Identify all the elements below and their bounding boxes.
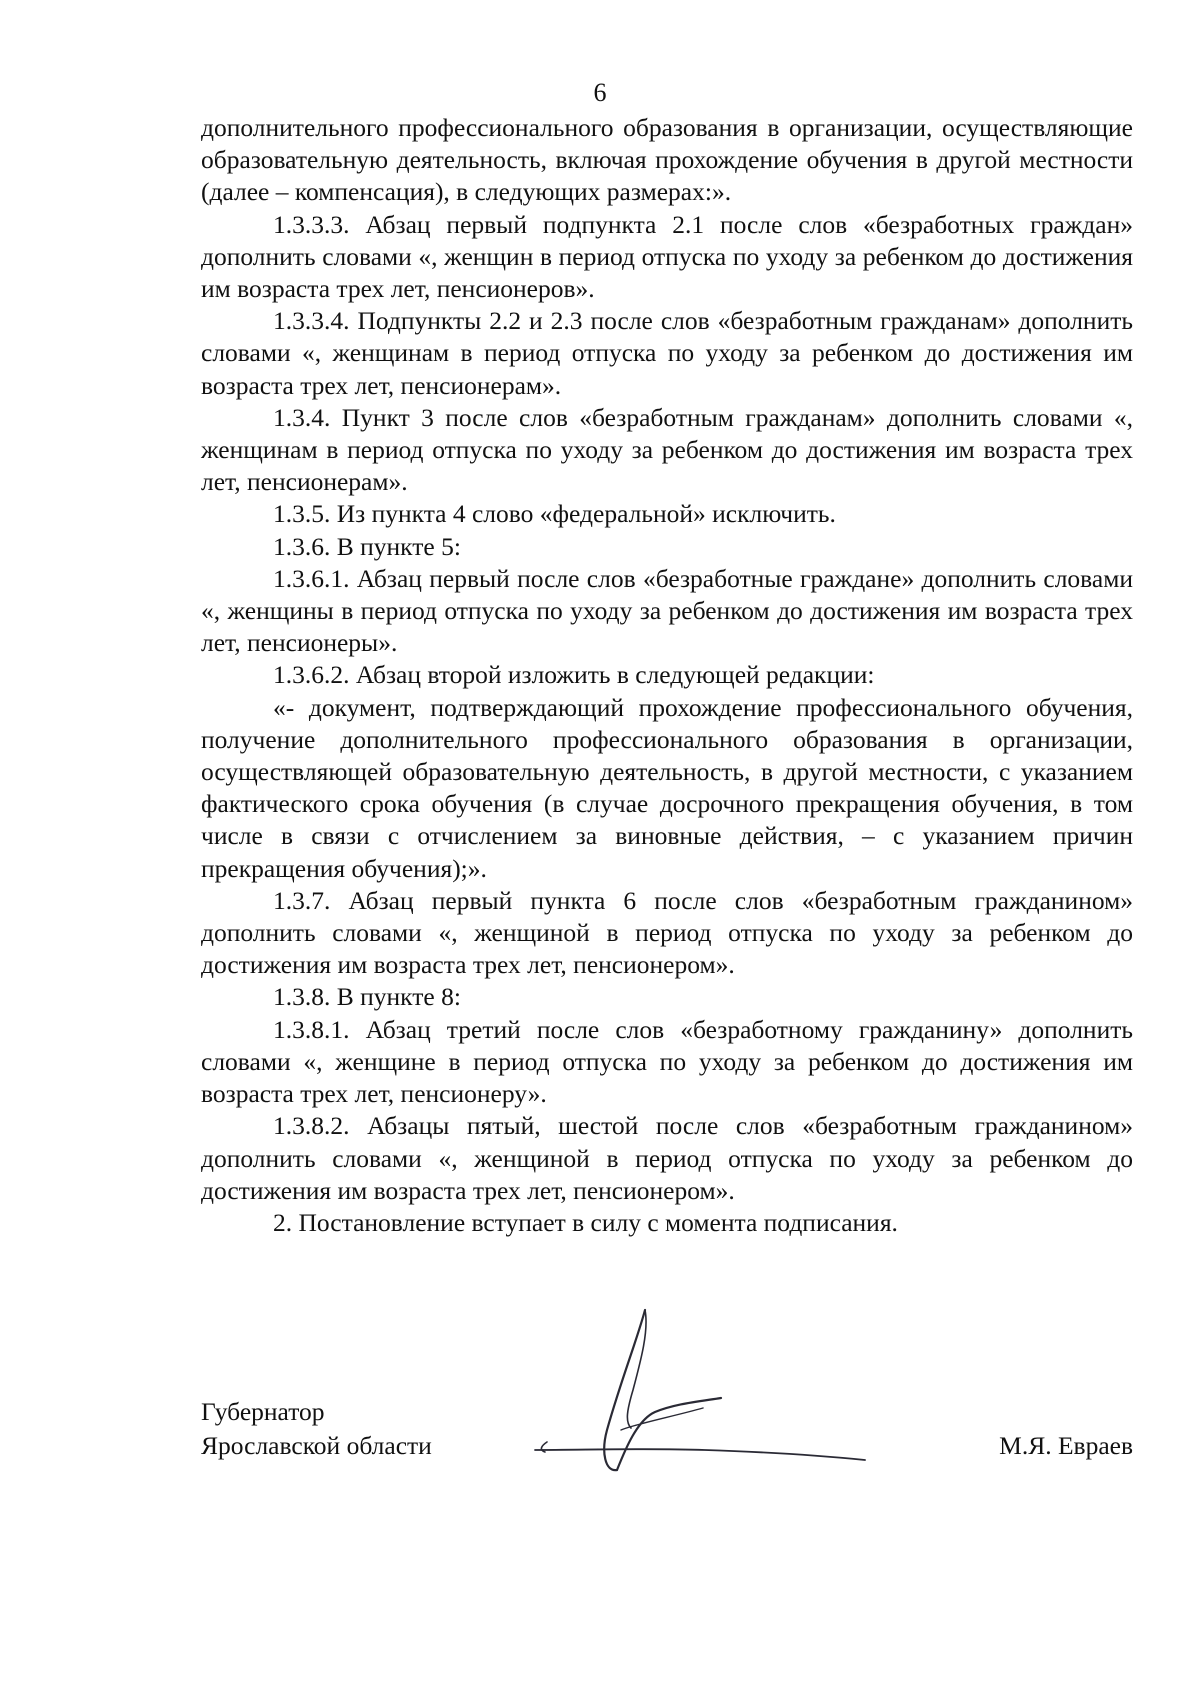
paragraph: 1.3.8. В пункте 8:: [273, 982, 461, 1012]
paragraph: 1.3.7. Абзац первый пункта 6 после слов «безработным гражданином» дополнить словами «, женщиной в период отпуска по уходу за ребенком до достижения им возраста трех лет, пенсионером».: [201, 885, 1133, 980]
paragraph: 1.3.8.1. Абзац третий после слов «безработному гражданину» дополнить словами «, женщине в период отпуска по уходу за ребенком до достижения им возраста трех лет, пенсионеру».: [201, 1014, 1133, 1109]
paragraph: 1.3.3.4. Подпункты 2.2 и 2.3 после слов «безработным гражданам» дополнить словами «, женщинам в период отпуска по уходу за ребенком до достижения им возраста трех лет, пенсионерам».: [201, 306, 1133, 400]
paragraph: 1.3.8.2. Абзацы пятый, шестой после слов «безработным гражданином» дополнить словами «, женщиной в период отпуска по уходу за ребенком до достижения им возраста трех лет, пенсионером».: [201, 1111, 1133, 1205]
paragraph: «- документ, подтверждающий прохождение профессионального обучения, получение дополнительного профессионального образования в организации, осуществляющей образовательную деятельность, в другой местности, с указанием фактического срока обучения (в случае досрочного прекращения обучения, в том числе в связи с отчислением за виновные действия, – с указанием причин прекращения обучения);».: [201, 692, 1133, 883]
paragraph: дополнительного профессионального образования в организации, осуществляющие образовательную деятельность, включая прохождение обучения в другой местности (далее – компенсация), в следующих размерах:».: [201, 113, 1133, 207]
signatory-name: М.Я. Евраев: [999, 1431, 1133, 1460]
signatory-position-line2: Ярославской области: [201, 1431, 432, 1460]
signature-block: [201, 1395, 1133, 1475]
paragraph: 1.3.6.2. Абзац второй изложить в следующей редакции:: [273, 660, 875, 690]
paragraph: 1.3.6. В пункте 5:: [273, 531, 461, 561]
paragraph: 1.3.6.1. Абзац первый после слов «безработные граждане» дополнить словами «, женщины в период отпуска по уходу за ребенком до достижения им возраста трех лет, пенсионеры».: [201, 563, 1133, 658]
paragraph: 1.3.4. Пункт 3 после слов «безработным гражданам» дополнить словами «, женщинам в период отпуска по уходу за ребенком до достижения им возраста трех лет, пенсионерам».: [201, 402, 1133, 497]
paragraph: 1.3.5. Из пункта 4 слово «федеральной» исключить.: [273, 499, 836, 529]
page-number: 6: [593, 78, 607, 107]
paragraph: 2. Постановление вступает в силу с момента подписания.: [273, 1207, 898, 1237]
document-body: [201, 112, 1133, 1239]
paragraph: 1.3.3.3. Абзац первый подпункта 2.1 после слов «безработных граждан» дополнить словами «, женщин в период отпуска по уходу за ребенком до достижения им возраста трех лет, пенсионеров».: [201, 209, 1133, 304]
signatory-position-line1: Губернатор: [201, 1397, 325, 1426]
